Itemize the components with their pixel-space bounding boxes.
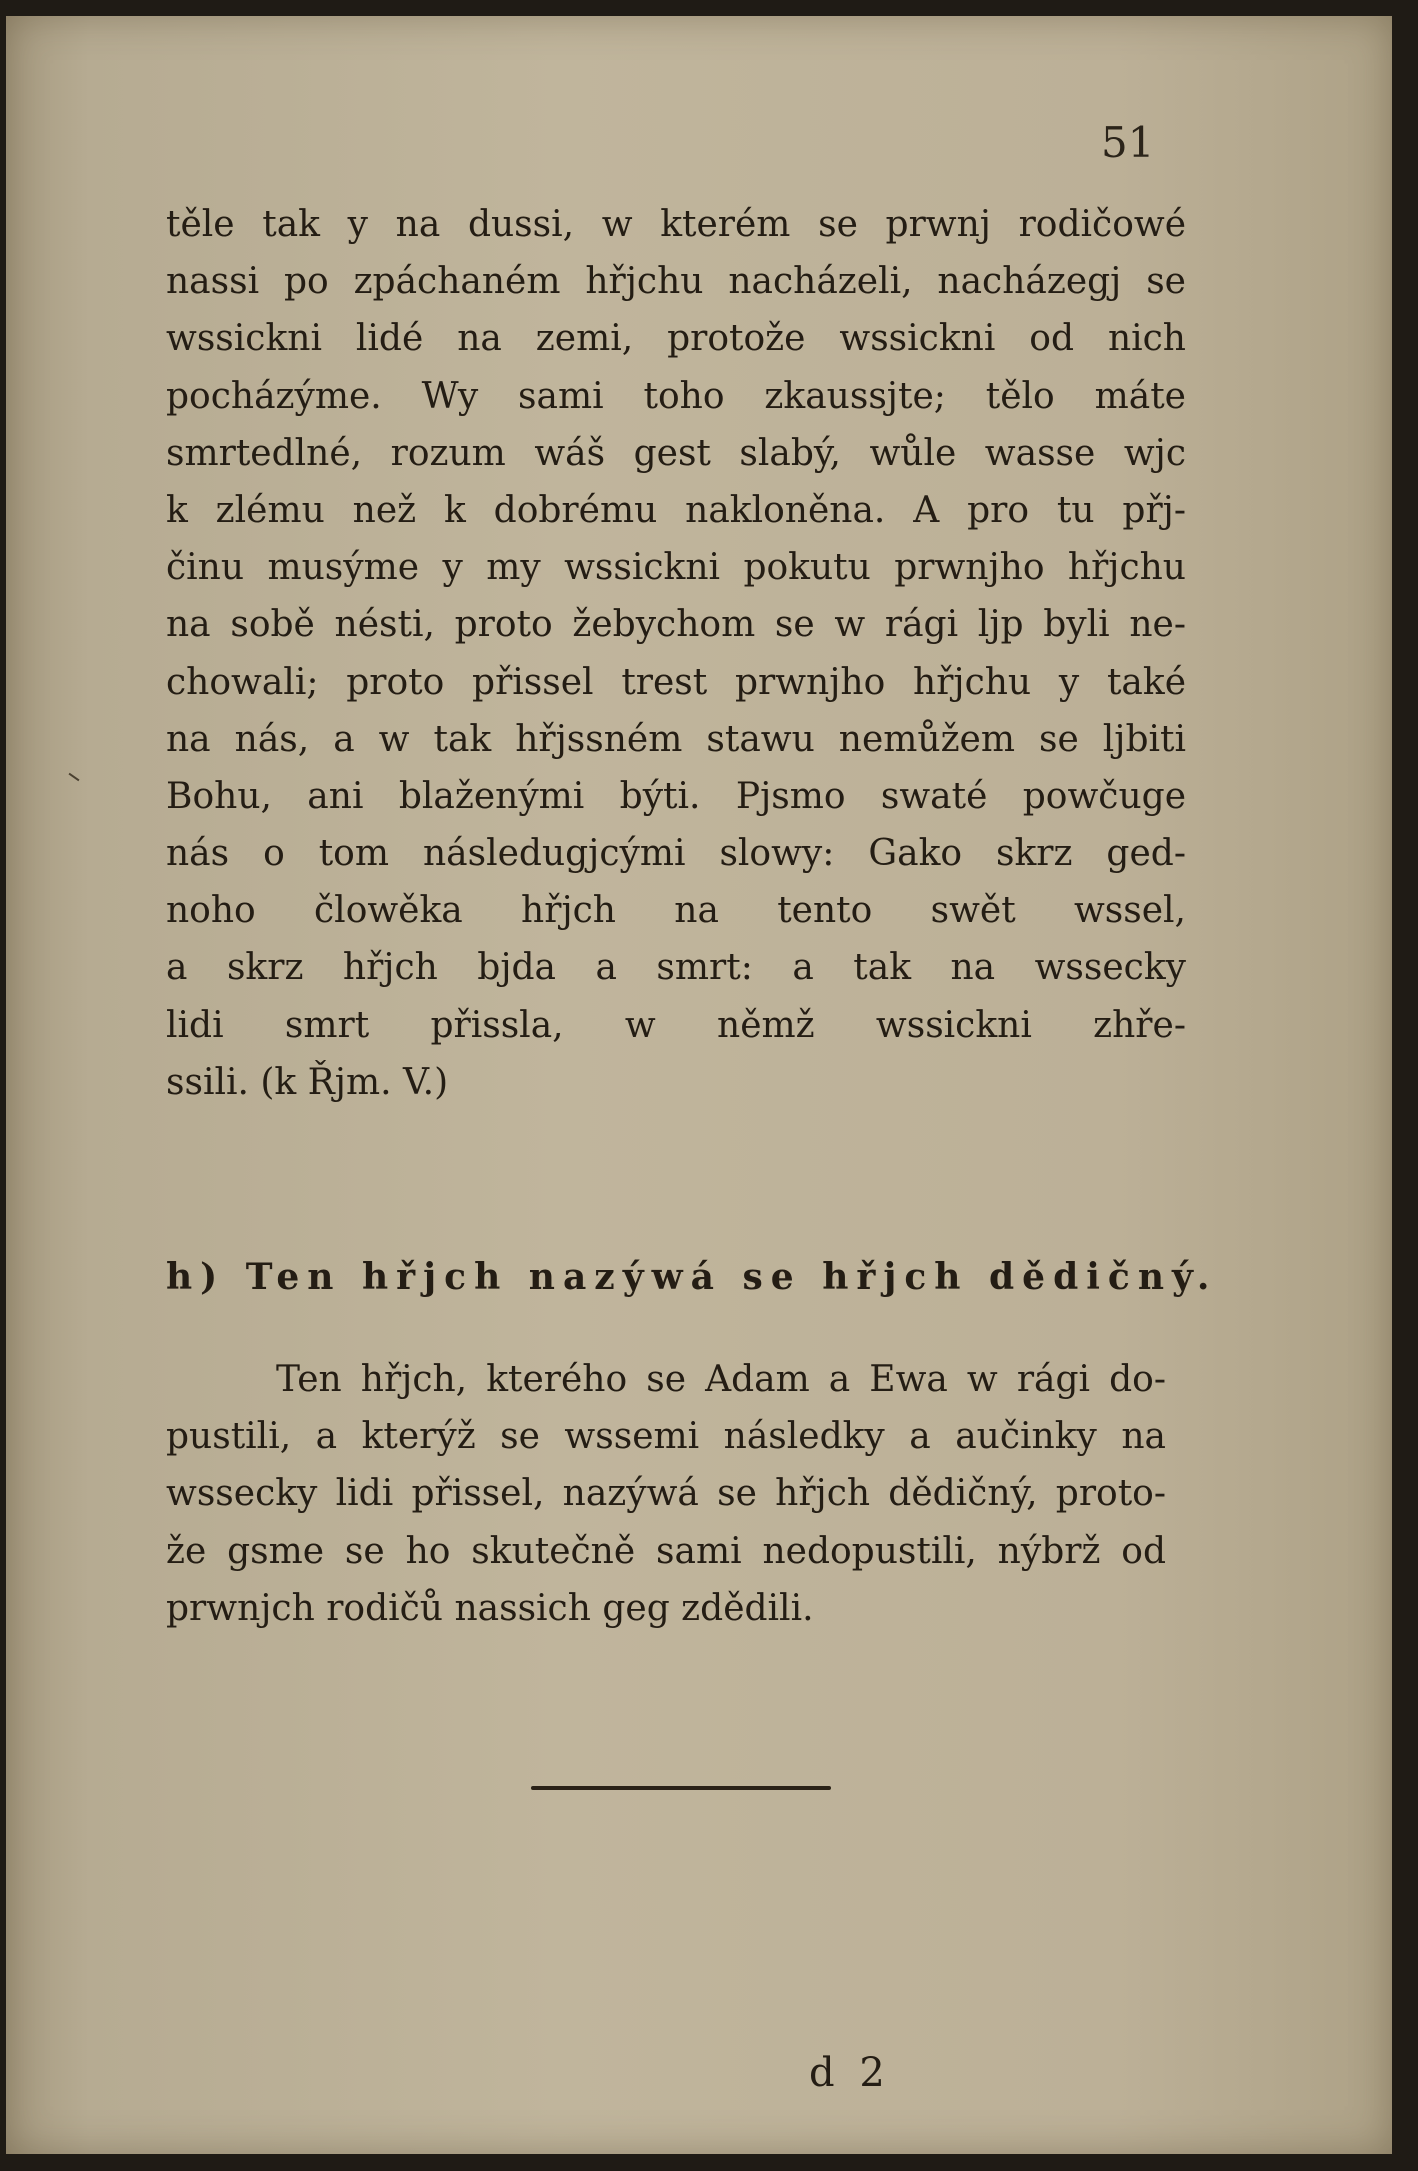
text-line: pocházýme. Wy sami toho zkaussjte; tělo máte (166, 375, 1186, 417)
section-heading: h) Ten hřjch nazýwá se hřjch dědičný. (166, 1256, 1218, 1298)
page-number: 51 (1101, 118, 1155, 167)
book-page (6, 16, 1392, 2154)
text-line: těle tak y na dussi, w kterém se prwnj rodičowé (166, 204, 1186, 245)
text-line: nassi po zpáchaném hřjchu nacházeli, nacházegj se (166, 261, 1186, 303)
text-line: na sobě nésti, proto žebychom se w rági ljp byli ne- (166, 604, 1186, 646)
paragraph-2 (166, 1351, 1166, 1637)
divider-rule (531, 1786, 831, 1790)
text-line: wssecky lidi přissel, nazýwá se hřjch dědičný, proto- (166, 1473, 1166, 1515)
text-line: Ten hřjch, kterého se Adam a Ewa w rági do- (276, 1359, 1166, 1400)
text-line: lidi smrt přissla, w němž wssickni zhře- (166, 1004, 1186, 1046)
text-line: a skrz hřjch bjda a smrt: a tak na wssecky (166, 947, 1186, 989)
text-line: wssickni lidé na zemi, protože wssickni od nich (166, 318, 1186, 360)
margin-mark (69, 773, 80, 782)
paragraph-1 (166, 196, 1186, 1111)
text-line: k zlému než k dobrému nakloněna. A pro tu přj- (166, 489, 1186, 531)
text-line: že gsme se ho skutečně sami nedopustili, nýbrž od (166, 1530, 1166, 1572)
text-line: Bohu, ani blaženými býti. Pjsmo swaté powčuge (166, 775, 1186, 817)
text-line: chowali; proto přissel trest prwnjho hřjchu y také (166, 661, 1186, 703)
text-line: ssili. (k Řjm. V.) (166, 1061, 449, 1103)
text-line: prwnjch rodičů nassich geg zdědili. (166, 1587, 814, 1629)
text-line: nás o tom následugjcými slowy: Gako skrz ged- (166, 833, 1186, 875)
signature-mark: d 2 (809, 2050, 891, 2096)
text-line: na nás, a w tak hřjssném stawu nemůžem se ljbiti (166, 718, 1186, 760)
text-line: smrtedlné, rozum wáš gest slabý, wůle wasse wjc (166, 432, 1186, 474)
text-line: činu musýme y my wssickni pokutu prwnjho hřjchu (166, 547, 1186, 589)
text-line: pustili, a kterýž se wssemi následky a aučinky na (166, 1416, 1166, 1458)
text-line: noho člowěka hřjch na tento swět wssel, (166, 890, 1186, 932)
